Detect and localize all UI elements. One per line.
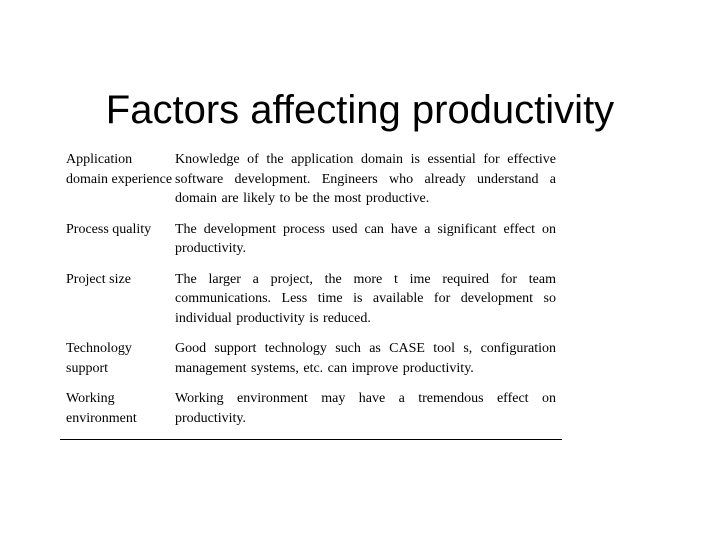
- factor-name: Working environment: [66, 391, 137, 426]
- factor-description: Knowledge of the application domain is essential for effective software development. Engineers who already understand a domain are likely to be the most productive.: [175, 152, 556, 206]
- factors-table: [66, 150, 556, 439]
- factor-row-working-environment: [66, 389, 556, 428]
- factor-row-process-quality: [66, 220, 556, 259]
- factor-description: Good support technology such as CASE tool s, configuration management systems, etc. can improve productivity.: [175, 341, 556, 376]
- table-bottom-rule: [60, 439, 562, 440]
- factor-row-application-domain: [66, 150, 556, 209]
- factor-name: Process quality: [66, 221, 152, 237]
- factor-description: The larger a project, the more t ime required for team communications. Less time is available for development so individual productivity is reduced.: [175, 271, 556, 326]
- factor-description: Working environment may have a tremendous effect on productivity.: [175, 391, 556, 426]
- factor-row-technology-support: [66, 339, 556, 378]
- factor-row-project-size: [66, 270, 556, 329]
- factor-name: Technology support: [66, 341, 132, 376]
- factor-name: Project size: [66, 271, 131, 287]
- factor-description: The development process used can have a significant effect on productivity.: [175, 221, 556, 256]
- factor-name: Application domain experience: [66, 152, 173, 187]
- slide-title: Factors affecting productivity: [105, 88, 615, 132]
